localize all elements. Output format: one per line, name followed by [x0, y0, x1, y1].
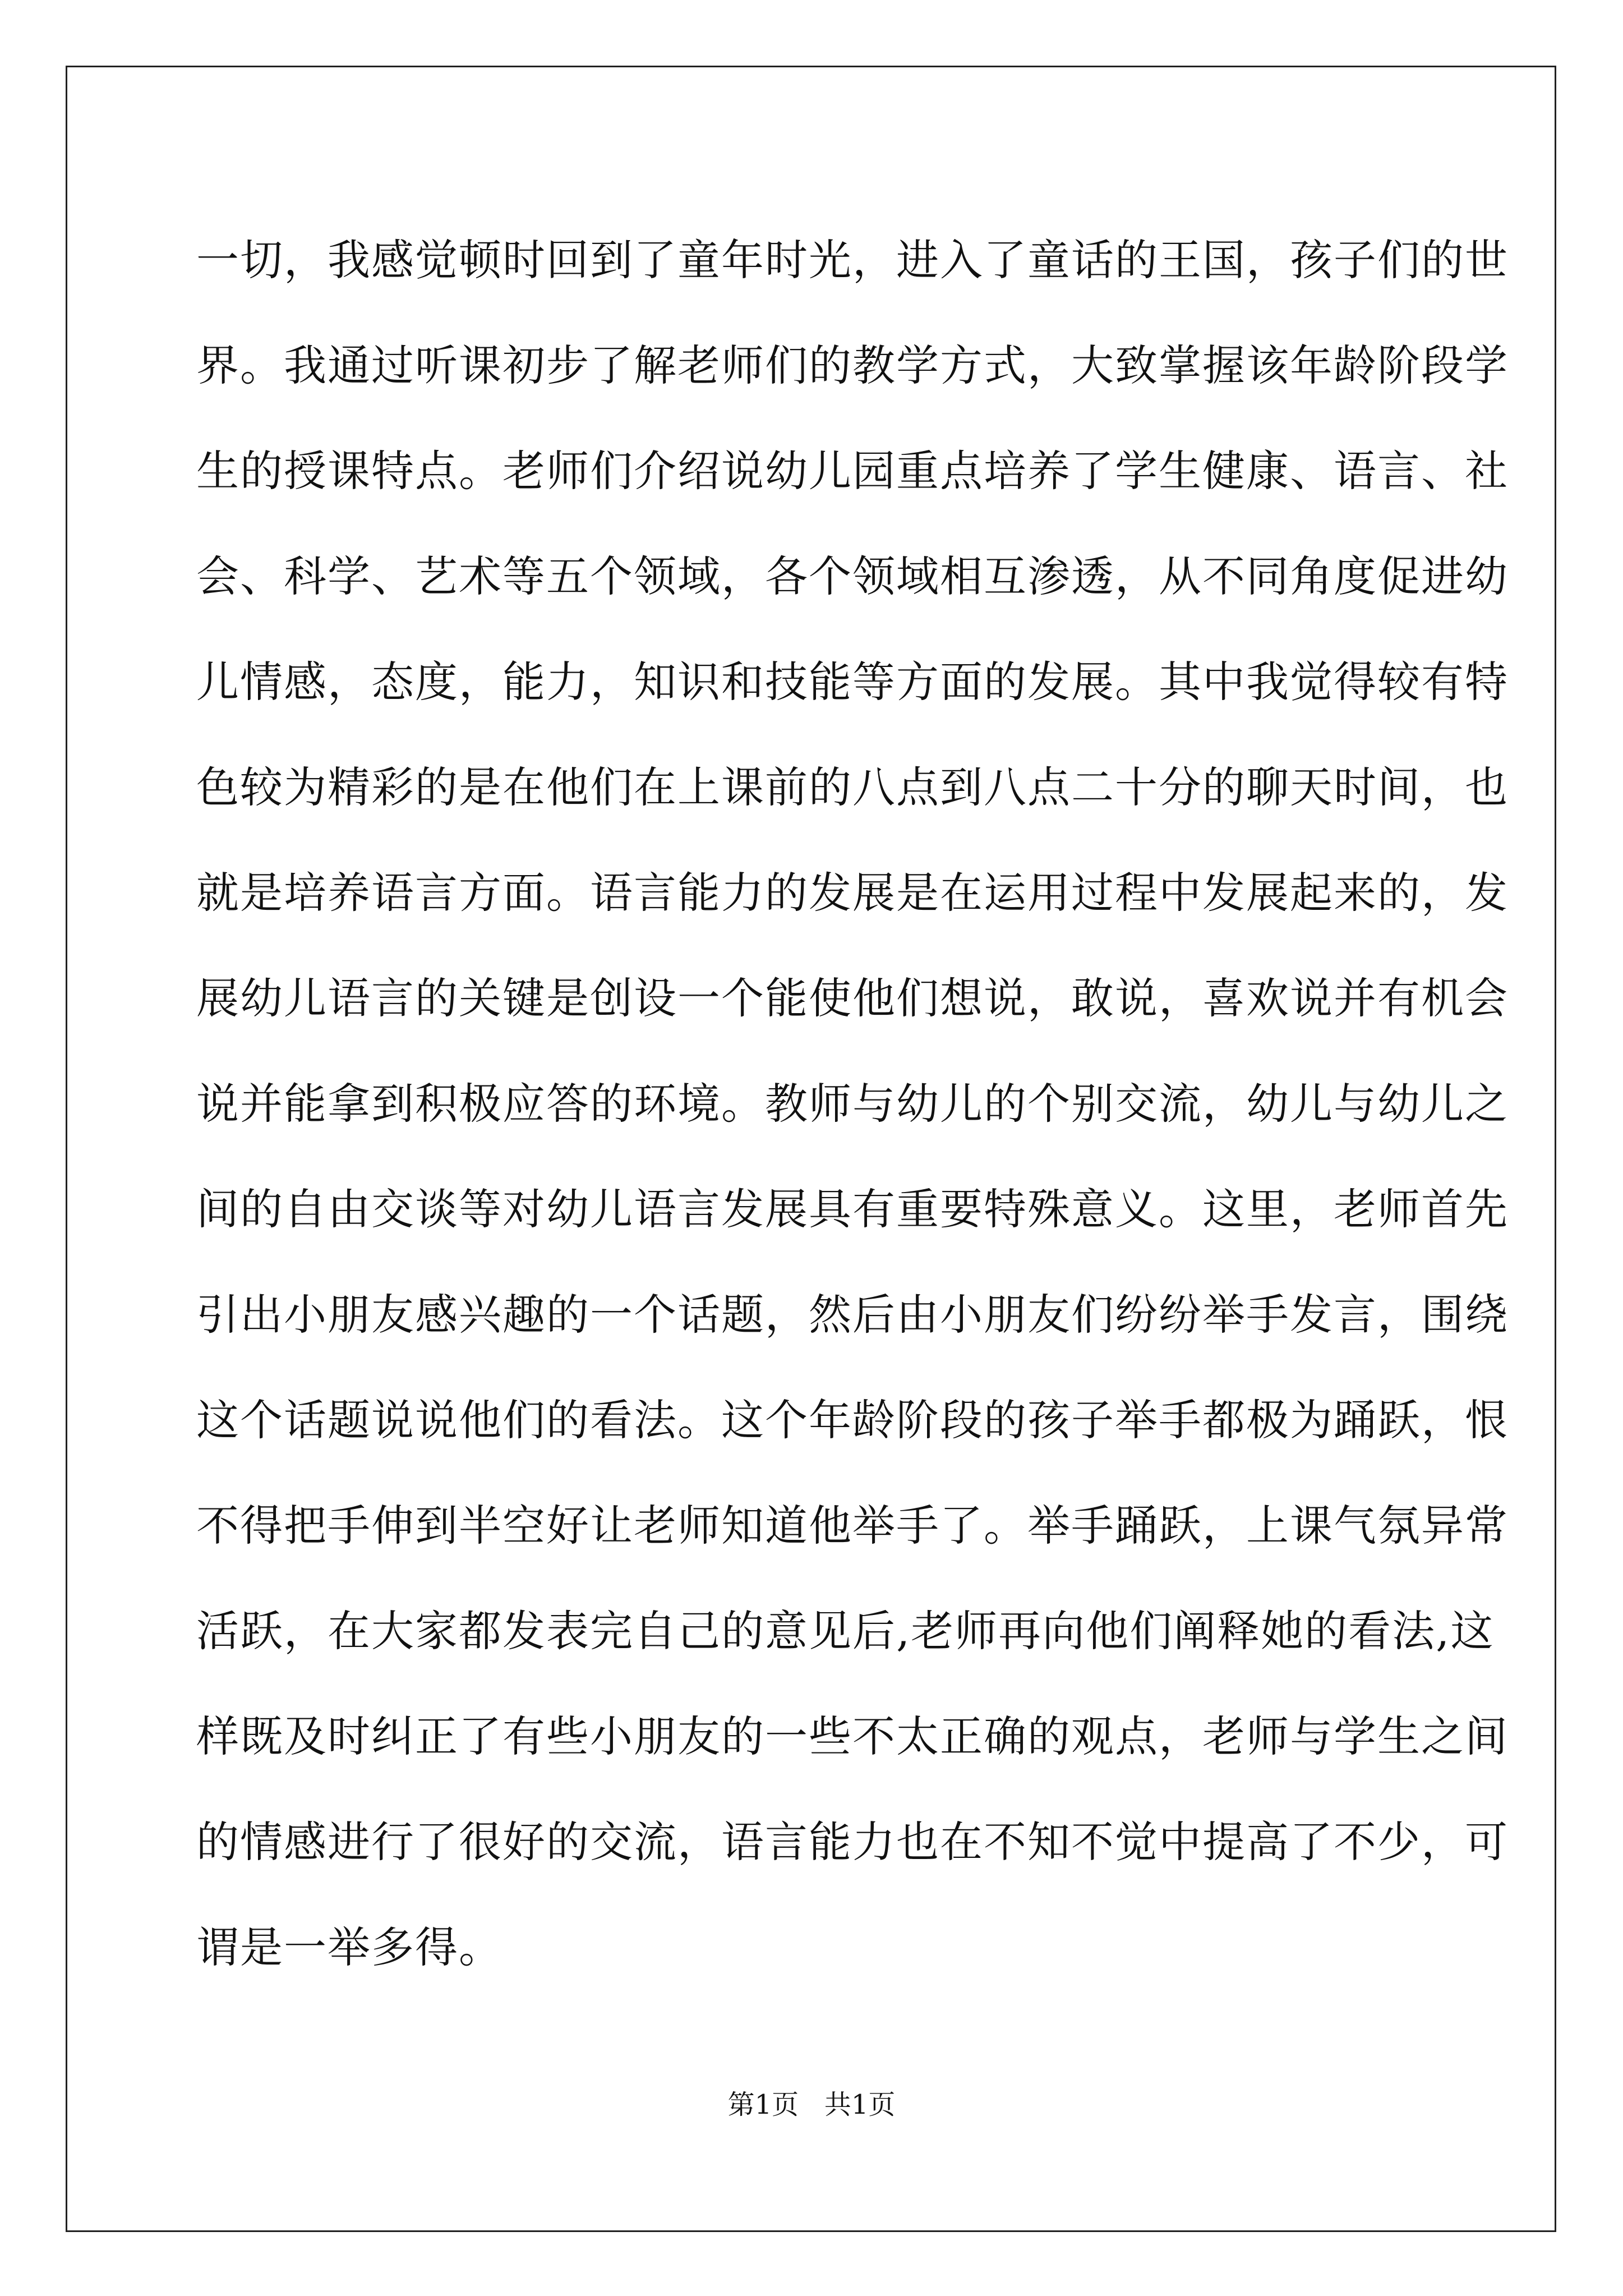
body-line: 会、科学、艺术等五个领域，各个领域相互渗透，从不同角度促进幼 [196, 551, 1509, 601]
body-line: 色较为精彩的是在他们在上课前的八点到八点二十分的聊天时间，也 [196, 762, 1509, 812]
body-line: 儿情感，态度，能力，知识和技能等方面的发展。其中我觉得较有特 [196, 657, 1509, 707]
body-line: 活跃，在大家都发表完自己的意见后,老师再向他们阐释她的看法,这 [196, 1606, 1495, 1656]
body-line: 这个话题说说他们的看法。这个年龄阶段的孩子举手都极为踊跃，恨 [196, 1395, 1509, 1445]
body-line: 间的自由交谈等对幼儿语言发展具有重要特殊意义。这里，老师首先 [196, 1184, 1509, 1234]
body-line-last: 谓是一举多得。 [196, 1922, 502, 1972]
document-body [196, 208, 1509, 2000]
page-number-footer: 第1页 共1页 [727, 2089, 896, 2120]
body-line: 不得把手伸到半空好让老师知道他举手了。举手踊跃，上课气氛异常 [196, 1501, 1509, 1550]
body-line: 的情感进行了很好的交流，语言能力也在不知不觉中提高了不少，可 [196, 1817, 1509, 1867]
body-line: 界。我通过听课初步了解老师们的教学方式，大致掌握该年龄阶段学 [196, 341, 1509, 390]
body-line: 一切，我感觉顿时回到了童年时光，进入了童话的王国，孩子们的世 [196, 235, 1509, 285]
body-line: 生的授课特点。老师们介绍说幼儿园重点培养了学生健康、语言、社 [196, 446, 1509, 496]
body-line: 样既及时纠正了有些小朋友的一些不太正确的观点，老师与学生之间 [196, 1711, 1509, 1761]
body-line: 引出小朋友感兴趣的一个话题，然后由小朋友们纷纷举手发言，围绕 [196, 1290, 1509, 1340]
body-line: 展幼儿语言的关键是创设一个能使他们想说，敢说，喜欢说并有机会 [196, 973, 1509, 1023]
body-line: 就是培养语言方面。语言能力的发展是在运用过程中发展起来的，发 [196, 868, 1509, 918]
body-line: 说并能拿到积极应答的环境。教师与幼儿的个别交流，幼儿与幼儿之 [196, 1079, 1509, 1129]
